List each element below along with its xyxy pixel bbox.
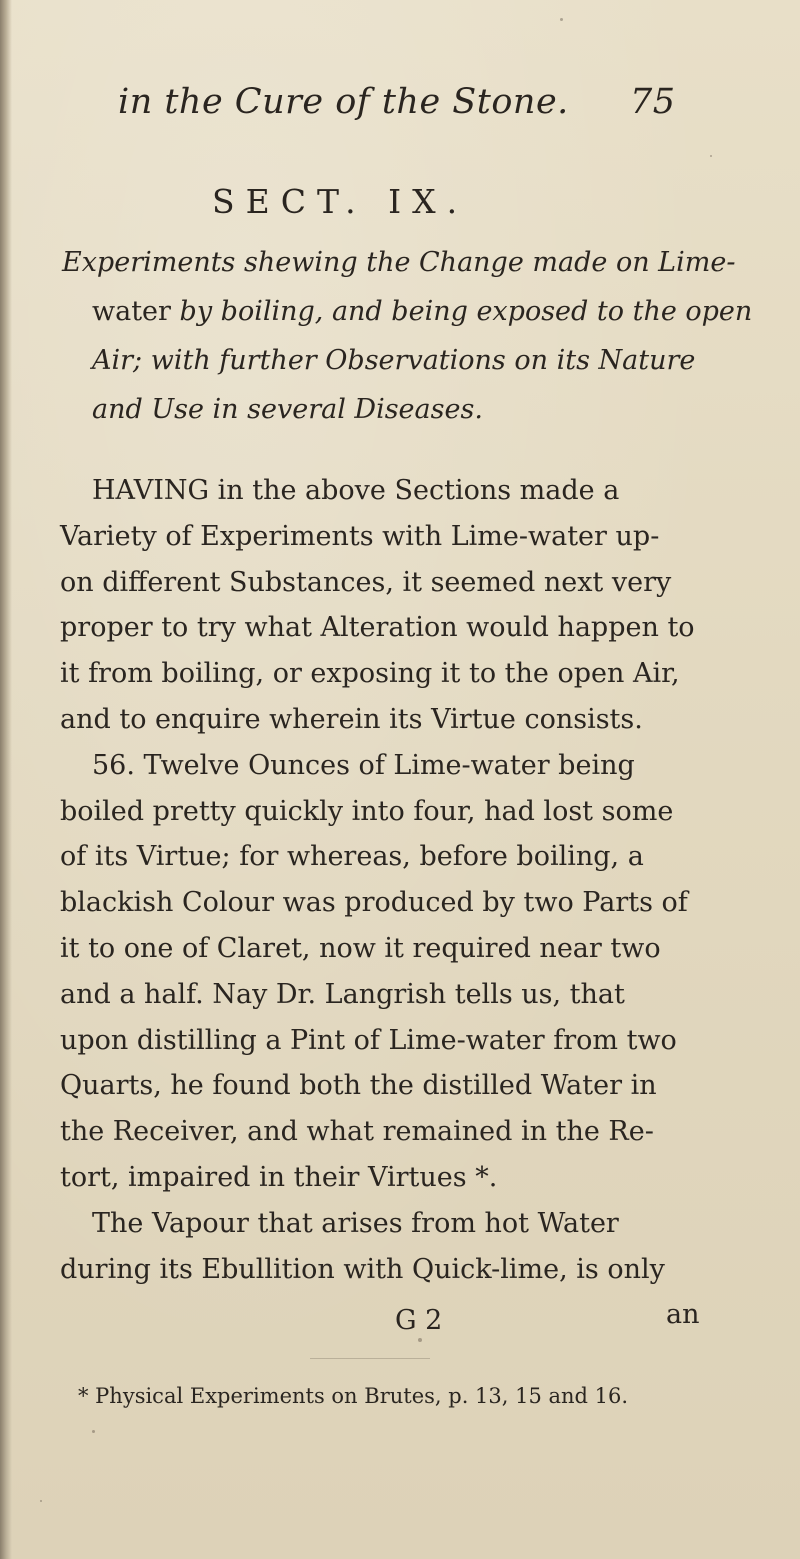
summary-line-2-italic: by boiling, and being exposed to the open [179, 296, 753, 327]
paper-speck [710, 155, 712, 157]
page-gutter-shadow [0, 0, 12, 1559]
body-line: proper to try what Alteration would happen to [60, 612, 695, 644]
paper-speck [560, 18, 563, 21]
running-head-title: in the Cure of the Stone. [118, 82, 569, 122]
body-line: it to one of Claret, now it required near two [60, 932, 661, 964]
body-line: HAVING in the above Sections made a [92, 475, 620, 506]
paper-speck [418, 1338, 422, 1342]
body-line: Variety of Experiments with Lime-water up- [60, 520, 660, 552]
summary-line-4: and Use in several Diseases. [92, 394, 483, 425]
catchline [60, 1299, 710, 1349]
body-line: of its Virtue; for whereas, before boiling, a [60, 841, 644, 873]
signature-mark: G 2 [395, 1305, 443, 1336]
section-summary [62, 238, 753, 434]
section-heading: SECT. IX. [212, 182, 469, 221]
body-line: upon distilling a Pint of Lime-water from two [60, 1024, 677, 1056]
running-head [118, 82, 678, 132]
body-line: Quarts, he found both the distilled Water in [60, 1070, 657, 1102]
body-line: during its Ebullition with Quick-lime, is only [60, 1253, 665, 1285]
body-line: the Receiver, and what remained in the Re- [60, 1116, 654, 1148]
summary-line-2-roman: water [92, 296, 171, 327]
footnote-divider [310, 1358, 430, 1359]
paper-speck [40, 1500, 42, 1502]
paper-speck [92, 1430, 95, 1433]
catchword: an [666, 1299, 700, 1330]
summary-line-3: Air; with further Observations on its Nature [92, 345, 696, 376]
body-line: tort, impaired in their Virtues *. [60, 1161, 498, 1193]
page-number: 75 [630, 82, 676, 122]
body-line: The Vapour that arises from hot Water [92, 1207, 619, 1239]
body-line: blackish Colour was produced by two Parts of [60, 887, 688, 919]
body-line: boiled pretty quickly into four, had lost some [60, 795, 674, 827]
summary-line-2 [62, 287, 753, 336]
summary-line-1: Experiments shewing the Change made on Lime- [62, 247, 736, 278]
body-text [60, 468, 750, 1292]
body-line: 56. Twelve Ounces of Lime-water being [92, 749, 635, 781]
footnote: * Physical Experiments on Brutes, p. 13, 15 and 16. [78, 1384, 629, 1408]
body-line: and to enquire wherein its Virtue consists. [60, 703, 643, 735]
body-line: and a half. Nay Dr. Langrish tells us, that [60, 978, 625, 1010]
body-line: on different Substances, it seemed next very [60, 566, 672, 598]
body-line: it from boiling, or exposing it to the open Air, [60, 658, 680, 690]
